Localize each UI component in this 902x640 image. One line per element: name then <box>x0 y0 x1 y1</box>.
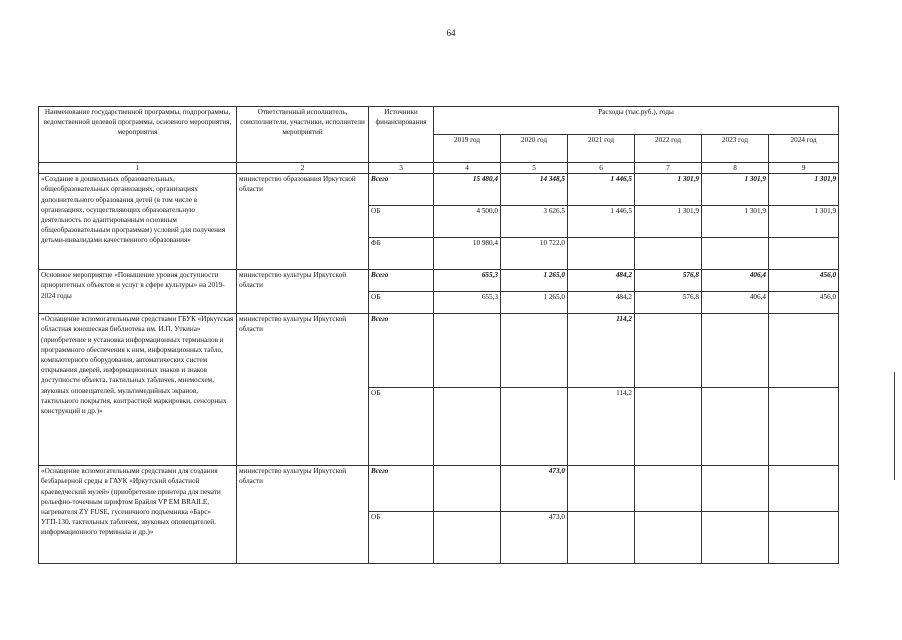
expense-value-cell <box>501 314 568 388</box>
expense-value-cell: 1 301,9 <box>769 174 839 206</box>
program-name-cell: «Создание в дошкольных образовательных, общеобразовательных организациях, организациях дополнительного образования детей (в том числе в организациях, осуществляющих образовательную деятельность по адаптированным основным общеобразовательным программам) условий для получения детьми-инвалидами качественного образования» <box>39 174 237 270</box>
funding-source-cell: ОБ <box>369 292 434 314</box>
expense-value-cell: 576,8 <box>635 270 702 292</box>
column-number: 1 <box>39 163 237 174</box>
column-number: 2 <box>237 163 369 174</box>
margin-line <box>894 372 895 480</box>
expense-value-cell: 15 480,4 <box>434 174 501 206</box>
expense-value-cell: 1 446,5 <box>568 206 635 238</box>
expense-value-cell <box>702 314 769 388</box>
expense-value-cell <box>635 238 702 270</box>
table-row <box>39 466 839 512</box>
table-row <box>39 270 839 292</box>
header-expenses: Расходы (тыс.руб.), годы <box>434 107 839 135</box>
expense-value-cell: 406,4 <box>702 292 769 314</box>
header-year: 2022 год <box>635 135 702 163</box>
table-row <box>39 174 839 206</box>
expenses-table <box>38 106 839 564</box>
funding-source-cell: ФБ <box>369 238 434 270</box>
expense-value-cell: 3 626,5 <box>501 206 568 238</box>
expense-value-cell: 473,0 <box>501 512 568 564</box>
executor-cell: министерство образования Иркутской области <box>237 174 369 270</box>
expense-value-cell: 1 301,9 <box>702 174 769 206</box>
header-year: 2021 год <box>568 135 635 163</box>
expense-value-cell: 1 446,5 <box>568 174 635 206</box>
expense-value-cell <box>769 466 839 512</box>
executor-cell: министерство культуры Иркутской области <box>237 466 369 564</box>
funding-source-cell: Всего <box>369 466 434 512</box>
header-year: 2019 год <box>434 135 501 163</box>
expense-value-cell: 576,8 <box>635 292 702 314</box>
expense-value-cell: 1 301,9 <box>635 206 702 238</box>
expense-value-cell: 10 722,0 <box>501 238 568 270</box>
expense-value-cell <box>769 314 839 388</box>
program-name-cell: «Оснащение вспомогательными средствами для создания безбарьерной среды в ГАУК «Иркутский областной краеведческий музей» (приобретение принтера для печати рельефно-точечным шрифтом Брайля VP EM BRAILE, нагревателя ZY FUSE, гусеничного подъемника «Барс» УГП-130, тактильных табличек, звуковых оповещателей. информационного терминала и др.)» <box>39 466 237 564</box>
expense-value-cell: 655,3 <box>434 270 501 292</box>
expense-value-cell: 1 265,0 <box>501 292 568 314</box>
expense-value-cell <box>568 466 635 512</box>
expense-value-cell <box>434 466 501 512</box>
column-number: 7 <box>635 163 702 174</box>
expense-value-cell <box>434 314 501 388</box>
expense-value-cell: 4 500,0 <box>434 206 501 238</box>
header-year: 2020 год <box>501 135 568 163</box>
column-number: 8 <box>702 163 769 174</box>
funding-source-cell: ОБ <box>369 388 434 466</box>
header-year: 2024 год <box>769 135 839 163</box>
header-executor: Ответственный исполнитель, соисполнители, участники, исполнители мероприятий <box>237 107 369 163</box>
executor-cell: министерство культуры Иркутской области <box>237 270 369 314</box>
expense-value-cell: 1 301,9 <box>769 206 839 238</box>
expense-value-cell: 484,2 <box>568 270 635 292</box>
table-row <box>39 314 839 388</box>
expense-value-cell: 406,4 <box>702 270 769 292</box>
expense-value-cell <box>635 314 702 388</box>
expense-value-cell <box>769 238 839 270</box>
expense-value-cell <box>635 512 702 564</box>
expense-value-cell: 1 265,0 <box>501 270 568 292</box>
column-number: 5 <box>501 163 568 174</box>
column-number: 3 <box>369 163 434 174</box>
expense-value-cell: 473,0 <box>501 466 568 512</box>
expense-value-cell <box>568 238 635 270</box>
header-year: 2023 год <box>702 135 769 163</box>
program-name-cell: «Оснащение вспомогательными средствами ГБУК «Иркутская областная юношеская библиотека им. И.П. Уткина» (приобретение и установка информационных терминалов и программного обеспечения к ним, информационных табло, компьютерного оборудования, автоматических систем открывания дверей, информационных знаков и знаков доступности объекта, тактильных табличек, мнемосхем, звуковых оповещателей, мультимедийных экранов, тактильного покрытия, контрастной маркировки, сенсорных конструкций и др.)» <box>39 314 237 466</box>
column-number: 9 <box>769 163 839 174</box>
expense-value-cell <box>434 388 501 466</box>
expense-value-cell <box>702 388 769 466</box>
expense-value-cell <box>769 388 839 466</box>
expense-value-cell: 10 980,4 <box>434 238 501 270</box>
funding-source-cell: ОБ <box>369 512 434 564</box>
expense-value-cell: 1 301,9 <box>702 206 769 238</box>
expense-value-cell <box>635 466 702 512</box>
header-funding-source: Источники финансирования <box>369 107 434 163</box>
expense-value-cell: 114,2 <box>568 388 635 466</box>
expense-value-cell <box>702 238 769 270</box>
expense-value-cell: 1 301,9 <box>635 174 702 206</box>
expense-value-cell: 456,0 <box>769 292 839 314</box>
page-number: 64 <box>446 28 456 38</box>
funding-source-cell: Всего <box>369 270 434 292</box>
funding-source-cell: ОБ <box>369 206 434 238</box>
expense-value-cell: 14 348,5 <box>501 174 568 206</box>
expense-value-cell: 456,0 <box>769 270 839 292</box>
expense-value-cell: 655,3 <box>434 292 501 314</box>
expense-value-cell <box>702 466 769 512</box>
expense-value-cell <box>635 388 702 466</box>
expense-value-cell: 114,2 <box>568 314 635 388</box>
header-program-name: Наименование государственной программы, подпрограммы, ведомственной целевой программы, основного мероприятия, мероприятия <box>39 107 237 163</box>
funding-source-cell: Всего <box>369 314 434 388</box>
expense-value-cell <box>434 512 501 564</box>
expense-value-cell <box>769 512 839 564</box>
column-number: 4 <box>434 163 501 174</box>
expense-value-cell <box>501 388 568 466</box>
expense-value-cell: 484,2 <box>568 292 635 314</box>
program-name-cell: Основное мероприятие «Повышение уровня доступности приоритетных объектов и услуг в сфере культуры» на 2019-2024 годы <box>39 270 237 314</box>
expense-value-cell <box>568 512 635 564</box>
executor-cell: министерство культуры Иркутской области <box>237 314 369 466</box>
expense-value-cell <box>702 512 769 564</box>
column-number: 6 <box>568 163 635 174</box>
funding-source-cell: Всего <box>369 174 434 206</box>
